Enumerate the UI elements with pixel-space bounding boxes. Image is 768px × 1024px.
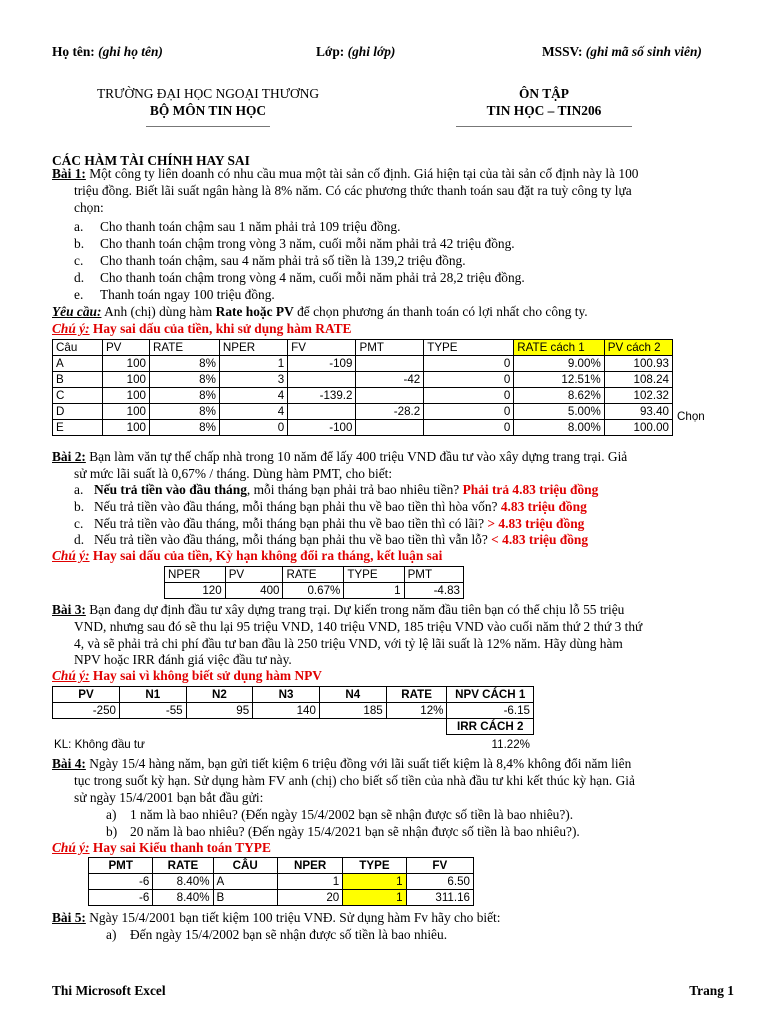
irr-label-cell: IRR CÁCH 2 [447, 719, 534, 735]
table-cell: 8% [150, 388, 220, 404]
table-header-cell: PV [225, 567, 283, 583]
table-cell: 8% [150, 356, 220, 372]
choose-label: Chọn [677, 410, 705, 423]
table-cell: 100.93 [604, 356, 672, 372]
table-cell: -100 [288, 420, 356, 436]
irr-value: 11.22% [491, 738, 530, 751]
table-cell: 93.40 [604, 404, 672, 420]
bai2-table [164, 566, 464, 599]
table-header-row [53, 687, 534, 703]
table-header-cell: PV cách 2 [604, 340, 672, 356]
table-header-cell: NPV CÁCH 1 [447, 687, 534, 703]
table-row [53, 719, 534, 735]
bai1-option-a: a. Cho thanh toán chậm sau 1 năm phải trả 109 triệu đồng. [74, 219, 401, 234]
school-underline [146, 126, 270, 127]
table-cell: 0 [424, 356, 514, 372]
table-header-cell: RATE [153, 858, 213, 874]
table-cell: 311.16 [406, 890, 473, 906]
bai2-note: Chú ý: Hay sai dấu của tiền, Kỳ hạn không đổi ra tháng, kết luận sai [52, 548, 443, 563]
bai2-line1: Bài 2: Bạn làm văn tự thế chấp nhà trong 10 năm để lấy 400 triệu VND đầu tư vào xây dựng trang trại. Giả [52, 449, 628, 464]
table-cell: D [53, 404, 103, 420]
table-row [53, 372, 673, 388]
table-cell: 102.32 [604, 388, 672, 404]
table-header-cell: FV [288, 340, 356, 356]
table-cell: 8.40% [153, 874, 213, 890]
table-cell: 1 [343, 890, 406, 906]
table-header-cell: N1 [119, 687, 186, 703]
table-cell: 8.00% [514, 420, 604, 436]
table-cell: 20 [277, 890, 342, 906]
review-title: ÔN TẬP [519, 86, 569, 101]
table-cell: A [53, 356, 103, 372]
table-cell: 0 [424, 420, 514, 436]
table-cell: 3 [219, 372, 287, 388]
table-header-cell: RATE [150, 340, 220, 356]
table-cell: -6.15 [447, 703, 534, 719]
table-cell: -6 [89, 890, 153, 906]
table-header-cell: NPER [277, 858, 342, 874]
table-cell: 100.00 [604, 420, 672, 436]
table-cell [356, 388, 424, 404]
table-cell: 400 [225, 583, 283, 599]
table-cell: 100 [102, 388, 149, 404]
bai4-note: Chú ý: Hay sai Kiểu thanh toán TYPE [52, 840, 271, 855]
section-title: CÁC HÀM TÀI CHÍNH HAY SAI [52, 153, 250, 168]
table-row [53, 388, 673, 404]
table-cell: -109 [288, 356, 356, 372]
bai4-question-b: b) 20 năm là bao nhiêu? (Đến ngày 15/4/2021 bạn sẽ nhận được số tiền là bao nhiêu?). [106, 824, 580, 839]
bai3-line1: Bài 3: Bạn đang dự định đầu tư xây dựng trang trại. Dự kiến trong năm đầu tiên bạn có thể chịu lỗ 55 triệu [52, 602, 625, 617]
table-cell [288, 404, 356, 420]
table-cell: 100 [102, 356, 149, 372]
bai2-question-b: b. Nếu trả tiền vào đầu tháng, mỗi tháng bạn phải thu về bao tiền thì hòa vốn? 4.83 triệu đồng [74, 499, 587, 514]
table-cell: 4 [219, 404, 287, 420]
table-cell: 1 [219, 356, 287, 372]
bai1-option-b: b. Cho thanh toán chậm trong vòng 3 năm, cuối mỗi năm phải trả 42 triệu đồng. [74, 236, 515, 251]
table-cell [356, 420, 424, 436]
table-header-cell: FV [406, 858, 473, 874]
table-cell: 8% [150, 404, 220, 420]
table-header-cell: Câu [53, 340, 103, 356]
table-cell: 100 [102, 420, 149, 436]
table-header-row [89, 858, 474, 874]
table-cell: -4.83 [404, 583, 463, 599]
table-cell: 9.00% [514, 356, 604, 372]
bai4-line1: Bài 4: Ngày 15/4 hàng năm, bạn gửi tiết kiệm 6 triệu đồng với lãi suất tiết kiệm là 8,4% không đổi năm liên [52, 756, 632, 771]
table-header-row [165, 567, 464, 583]
table-row [53, 703, 534, 719]
bai2-question-c: c. Nếu trả tiền vào đầu tháng, mỗi tháng bạn phải thu về bao tiền thì có lãi? > 4.83 triệu đồng [74, 516, 585, 531]
table-cell: 12% [386, 703, 447, 719]
table-cell: 1 [344, 583, 404, 599]
table-cell [288, 372, 356, 388]
table-header-cell: RATE [386, 687, 447, 703]
table-cell: A [213, 874, 277, 890]
bai1-line2: triệu đồng. Biết lãi suất ngân hàng là 8% năm. Có các phương thức thanh toán sau đặt ra tuỳ công ty lựa [74, 183, 632, 198]
bai1-option-c: c. Cho thanh toán chậm, sau 4 năm phải trả số tiền là 139,2 triệu đồng. [74, 253, 466, 268]
table-header-cell: NPER [219, 340, 287, 356]
table-cell: 1 [343, 874, 406, 890]
table-cell: 0.67% [283, 583, 344, 599]
table-cell: B [53, 372, 103, 388]
table-header-cell: TYPE [343, 858, 406, 874]
table-cell: -6 [89, 874, 153, 890]
table-header-cell: NPER [165, 567, 226, 583]
bai3-line3: 4, và sẽ phải trả chi phí đầu tư ban đầu là 250 triệu VND, với tỷ lệ lãi suất là 12% năm. Hãy dùng hàm [74, 636, 623, 651]
table-row [165, 583, 464, 599]
table-row [89, 874, 474, 890]
table-cell: 0 [424, 388, 514, 404]
bai4-question-a: a) 1 năm là bao nhiêu? (Đến ngày 15/4/2002 bạn sẽ nhận được số tiền là bao nhiêu?). [106, 807, 574, 822]
table-cell: -28.2 [356, 404, 424, 420]
bai2-line2: sử mức lãi suất là 0,67% / tháng. Dùng hàm PMT, cho biết: [74, 466, 393, 481]
bai1-line3: chọn: [74, 200, 104, 215]
student-id-field-label: MSSV: (ghi mã số sinh viên) [542, 44, 702, 59]
bai1-option-d: d. Cho thanh toán chậm trong vòng 4 năm, cuối mỗi năm phải trả 28,2 triệu đồng. [74, 270, 525, 285]
table-cell: 95 [186, 703, 253, 719]
table-cell: -42 [356, 372, 424, 388]
table-cell: 0 [424, 404, 514, 420]
table-header-row [53, 340, 673, 356]
table-cell: 6.50 [406, 874, 473, 890]
table-cell: 1 [277, 874, 342, 890]
table-cell: -139.2 [288, 388, 356, 404]
table-row [53, 404, 673, 420]
course-underline [456, 126, 632, 127]
table-header-cell: N3 [253, 687, 320, 703]
bai3-line2: VND, nhưng sau đó sẽ thu lại 95 triệu VND, 140 triệu VND, 185 triệu VND vào cuối năm thứ 2 thứ 3 thứ [74, 619, 643, 634]
table-cell: 4 [219, 388, 287, 404]
bai4-line3: sử ngày 15/4/2001 bạn bắt đầu gửi: [74, 790, 264, 805]
table-header-cell: PV [102, 340, 149, 356]
table-cell: 8% [150, 420, 220, 436]
table-cell: 8.40% [153, 890, 213, 906]
page-number: Trang 1 [689, 983, 734, 998]
table-header-cell: PMT [89, 858, 153, 874]
bai1-option-e: e. Thanh toán ngay 100 triệu đồng. [74, 287, 275, 302]
table-cell: 140 [253, 703, 320, 719]
table-header-cell: N2 [186, 687, 253, 703]
table-cell: 0 [219, 420, 287, 436]
table-header-cell: CÂU [213, 858, 277, 874]
department-name: BỘ MÔN TIN HỌC [149, 103, 267, 118]
bai5-line1: Bài 5: Ngày 15/4/2001 bạn tiết kiệm 100 triệu VNĐ. Sử dụng hàm Fv hãy cho biết: [52, 910, 501, 925]
table-header-cell: RATE cách 1 [514, 340, 604, 356]
table-cell: E [53, 420, 103, 436]
name-field-label: Họ tên: (ghi họ tên) [52, 44, 163, 59]
bai3-line4: NPV hoặc IRR đánh giá việc đầu tư này. [74, 652, 292, 667]
table-cell: 12.51% [514, 372, 604, 388]
bai3-note: Chú ý: Hay sai vì không biết sử dụng hàm NPV [52, 668, 322, 683]
bai5-question-a: a) Đến ngày 15/4/2002 bạn sẽ nhận được số tiền là bao nhiêu. [106, 927, 448, 942]
bai2-question-a: a. Nếu trả tiền vào đầu tháng, mỗi tháng bạn phải trả bao nhiêu tiền? Phải trả 4.83 triệu đồng [74, 482, 599, 497]
bai4-table [88, 857, 474, 906]
table-header-cell: PV [53, 687, 120, 703]
table-cell: 185 [319, 703, 386, 719]
bai1-line1: Bài 1: Một công ty liên doanh có nhu cầu mua một tài sản cố định. Giá hiện tại của tài sản cố định này là 100 [52, 166, 639, 181]
table-row [53, 356, 673, 372]
table-cell: 100 [102, 404, 149, 420]
table-header-cell: PMT [404, 567, 463, 583]
class-field-label: Lớp: (ghi lớp) [316, 44, 396, 59]
bai1-note: Chú ý: Hay sai dấu của tiền, khi sử dụng hàm RATE [52, 321, 352, 336]
table-cell: 0 [424, 372, 514, 388]
table-cell: B [213, 890, 277, 906]
bai1-table [52, 339, 673, 436]
table-cell [356, 356, 424, 372]
table-row [89, 890, 474, 906]
table-header-cell: TYPE [344, 567, 404, 583]
bai1-requirement: Yêu cầu: Anh (chị) dùng hàm Rate hoặc PV để chọn phương án thanh toán có lợi nhất cho công ty. [52, 304, 588, 319]
table-cell: -55 [119, 703, 186, 719]
course-title: TIN HỌC – TIN206 [486, 103, 602, 118]
table-cell: 5.00% [514, 404, 604, 420]
table-row [53, 420, 673, 436]
footer-left: Thi Microsoft Excel [52, 983, 166, 998]
table-cell: -250 [53, 703, 120, 719]
table-cell: 8% [150, 372, 220, 388]
table-cell: 8.62% [514, 388, 604, 404]
table-cell: 120 [165, 583, 226, 599]
table-cell: 100 [102, 372, 149, 388]
table-cell: C [53, 388, 103, 404]
bai3-conclusion: KL: Không đầu tư [54, 738, 145, 751]
school-name: TRƯỜNG ĐẠI HỌC NGOẠI THƯƠNG [96, 86, 320, 101]
table-cell: 108.24 [604, 372, 672, 388]
bai3-table [52, 686, 534, 735]
table-header-cell: RATE [283, 567, 344, 583]
table-header-cell: PMT [356, 340, 424, 356]
bai2-question-d: d. Nếu trả tiền vào đầu tháng, mỗi tháng bạn phải thu về bao tiền thì vẫn lỗ? < 4.83 triệu đồng [74, 532, 589, 547]
table-header-cell: TYPE [424, 340, 514, 356]
bai4-line2: tục trong suốt kỳ hạn. Sử dụng hàm FV anh (chị) cho biết số tiền của nhà đầu tư khi kết thúc kỳ hạn. Giả [74, 773, 635, 788]
table-header-cell: N4 [319, 687, 386, 703]
